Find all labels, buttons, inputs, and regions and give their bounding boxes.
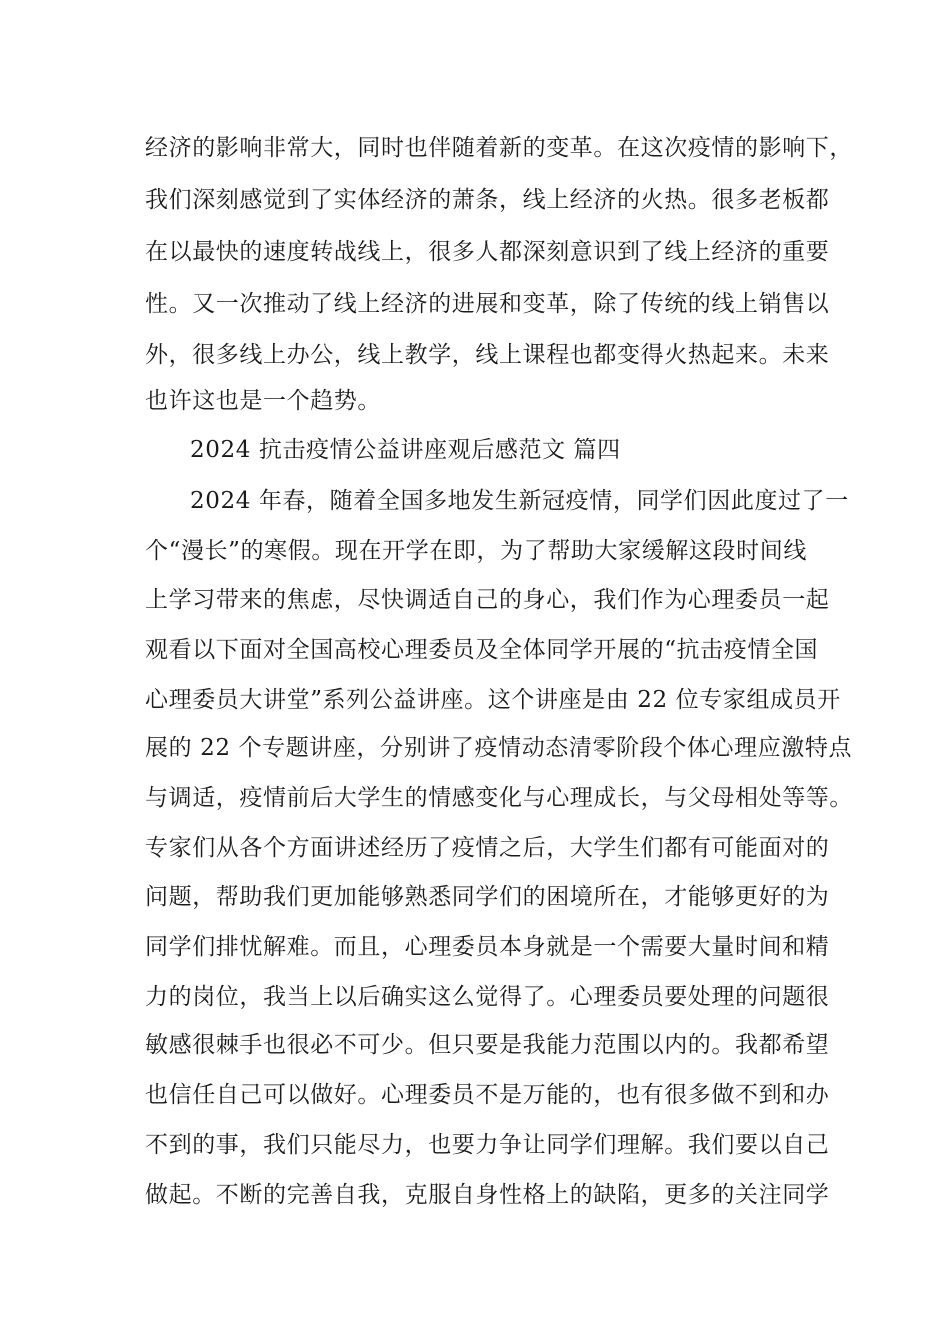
body-line: 我们深刻感觉到了实体经济的萧条，线上经济的火热。很多老板都 [145,187,830,213]
body-line: 做起。不断的完善自我，克服自身性格上的缺陷，更多的关注同学 [145,1182,830,1208]
body-line: 2024 年春，随着全国多地发生新冠疫情，同学们因此度过了一 [190,488,849,514]
body-line: 不到的事，我们只能尽力，也要力争让同学们理解。我们要以自己 [145,1132,830,1158]
body-line: 外，很多线上办公，线上教学，线上课程也都变得火热起来。未来 [145,342,830,368]
body-line: 观看以下面对全国高校心理委员及全体同学开展的“抗击疫情全国 [145,637,819,663]
body-line: 同学们排忧解难。而且，心理委员本身就是一个需要大量时间和精 [145,934,830,960]
body-line: 也信任自己可以做好。心理委员不是万能的，也有很多做不到和办 [145,1082,830,1108]
body-line: 专家们从各个方面讲述经历了疫情之后，大学生们都有可能面对的 [145,835,830,861]
body-line: 敏感很棘手也很必不可少。但只要是我能力范围以内的。我都希望 [145,1032,830,1058]
body-line: 与调适，疫情前后大学生的情感变化与心理成长，与父母相处等等。 [145,785,853,811]
body-line: 在以最快的速度转战线上，很多人都深刻意识到了线上经济的重要 [145,239,830,265]
section-heading: 2024 抗击疫情公益讲座观后感范文 篇四 [190,437,621,463]
body-line: 问题，帮助我们更加能够熟悉同学们的困境所在，才能够更好的为 [145,884,830,910]
body-line: 心理委员大讲堂”系列公益讲座。这个讲座是由 22 位专家组成员开 [145,687,841,713]
body-line: 也许这也是一个趋势。 [145,388,381,414]
body-line: 经济的影响非常大，同时也伴随着新的变革。在这次疫情的影响下， [145,135,853,161]
body-line: 力的岗位，我当上以后确实这么觉得了。心理委员要处理的问题很 [145,984,830,1010]
body-line: 展的 22 个专题讲座，分别讲了疫情动态清零阶段个体心理应激特点 [145,735,853,761]
body-line: 性。又一次推动了线上经济的进展和变革，除了传统的线上销售以 [145,291,830,317]
body-line: 上学习带来的焦虑，尽快调适自己的身心，我们作为心理委员一起 [145,587,830,613]
body-line: 个“漫长”的寒假。现在开学在即，为了帮助大家缓解这段时间线 [145,538,807,564]
